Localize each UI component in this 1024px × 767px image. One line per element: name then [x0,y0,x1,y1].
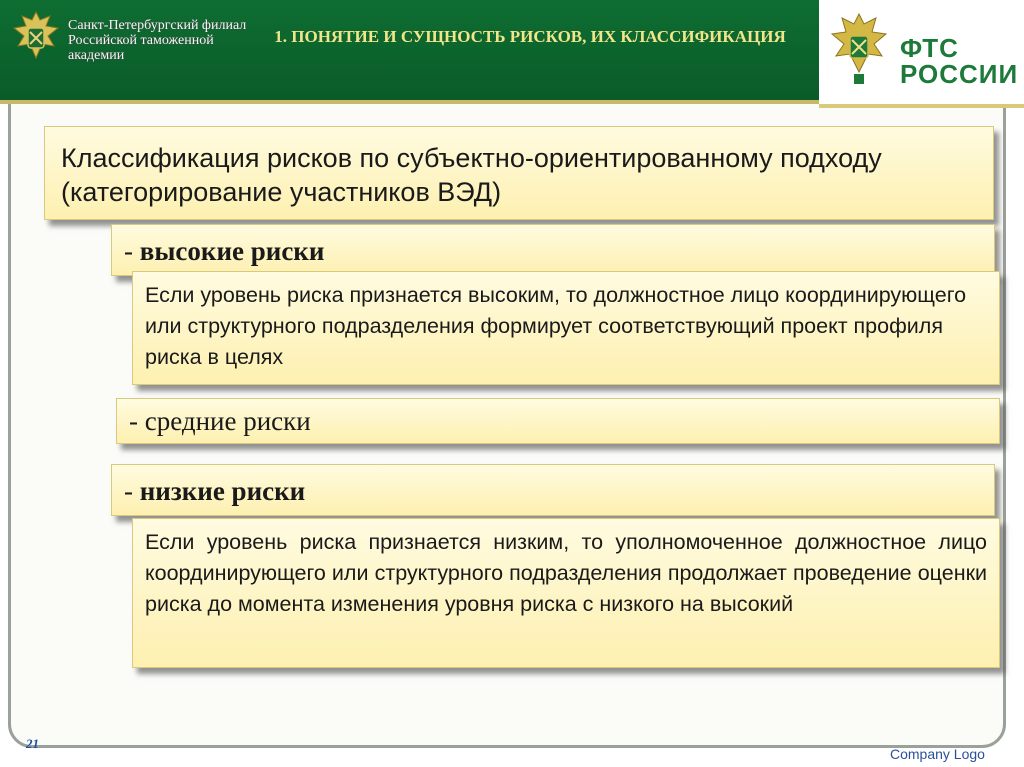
high-risk-prefix: - [124,236,140,266]
fts-eagle-icon [828,10,890,90]
page-number: 21 [26,736,39,751]
fts-logo-text: ФТС РОССИИ [900,33,1019,89]
academy-name: Санкт-Петербургский филиал Российской таможенной академии [68,18,247,63]
low-risk-description: Если уровень риска признается низким, то уполномоченное должностное лицо координирующего или структурного подразделения продолжает проведение оценки риска до момента изменения уровня риска с низкого на высокий [132,518,1000,668]
medium-risk-level: - средние риски [116,398,1000,444]
company-logo: Company Logo [890,746,985,762]
high-risk-label: высокие риски [139,236,325,266]
high-risk-description: Если уровень риска признается высоким, то должностное лицо координирующего или структурного подразделения формирует соответствующий проект профиля риска в целях [132,271,1000,385]
classification-heading: Классификация рисков по субъектно-ориентированному подходу (категорирование участников ВЭД) [44,126,994,220]
low-risk-level [111,464,995,516]
slide-title: 1. ПОНЯТИЕ И СУЩНОСТЬ РИСКОВ, ИХ КЛАССИФИКАЦИЯ [274,27,786,46]
eagle-emblem-icon [10,6,62,78]
low-risk-label: низкие риски [139,476,306,506]
low-risk-prefix: - [124,476,140,506]
high-risk-level [111,224,995,276]
header-divider [0,100,820,104]
